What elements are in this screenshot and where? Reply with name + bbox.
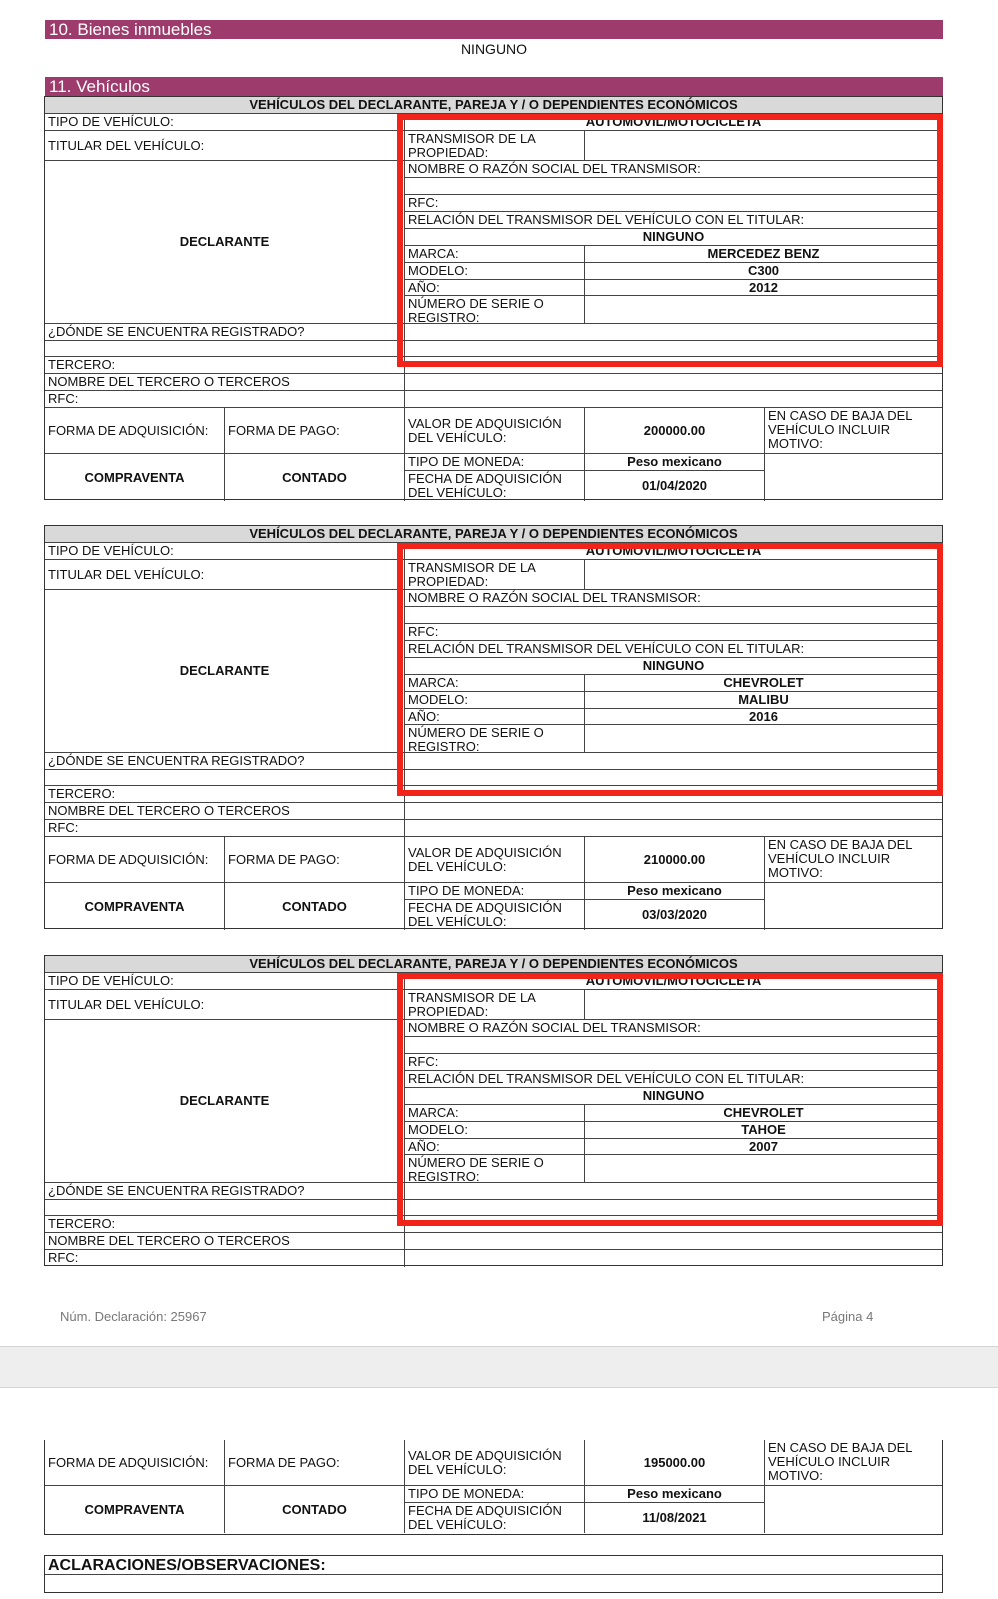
valor-adquisicion-value: 195000.00 xyxy=(585,1440,765,1486)
nombre-transmisor-label: NOMBRE O RAZÓN SOCIAL DEL TRANSMISOR: xyxy=(405,1020,942,1037)
vehicle-table xyxy=(44,525,943,929)
fecha-adquisicion-value: 01/04/2020 xyxy=(585,471,765,501)
nombre-tercero-label: NOMBRE DEL TERCERO O TERCEROS xyxy=(45,1233,405,1250)
rfc-tercero-label: RFC: xyxy=(45,391,405,408)
marca-label: MARCA: xyxy=(405,246,585,263)
donde-registrado-label: ¿DÓNDE SE ENCUENTRA REGISTRADO? xyxy=(45,1183,405,1200)
valor-adquisicion-value: 210000.00 xyxy=(585,837,765,883)
tercero-value xyxy=(405,786,942,803)
numero-serie-value xyxy=(585,1155,942,1183)
rfc-tercero-value xyxy=(405,820,942,837)
fecha-adquisicion-label: FECHA DE ADQUISICIÓN DEL VEHÍCULO: xyxy=(405,900,585,930)
forma-pago-label: FORMA DE PAGO: xyxy=(225,1440,405,1486)
nombre-tercero-value xyxy=(405,374,942,391)
tercero-label: TERCERO: xyxy=(45,357,405,374)
forma-adquisicion-value: COMPRAVENTA xyxy=(45,883,225,930)
valor-adquisicion-label: VALOR DE ADQUISICIÓN DEL VEHÍCULO: xyxy=(405,1440,585,1486)
anio-label: AÑO: xyxy=(405,280,585,296)
tipo-moneda-value: Peso mexicano xyxy=(585,1486,765,1503)
donde-registrado-value xyxy=(405,324,942,341)
titular-label: TITULAR DEL VEHÍCULO: xyxy=(45,131,405,161)
modelo-value: TAHOE xyxy=(585,1122,942,1139)
donde-registrado-value-row xyxy=(45,341,405,357)
donde-registrado-value-row xyxy=(45,1200,405,1216)
anio-label: AÑO: xyxy=(405,709,585,725)
tercero-label: TERCERO: xyxy=(45,1216,405,1233)
relacion-value: NINGUNO xyxy=(405,229,942,246)
fecha-adquisicion-value: 11/08/2021 xyxy=(585,1503,765,1533)
page-separator xyxy=(0,1346,998,1388)
forma-adquisicion-label: FORMA DE ADQUISICIÓN: xyxy=(45,408,225,454)
tipo-vehiculo-value: AUTOMÓVIL/MOTOCICLETA xyxy=(405,973,942,990)
blank-cell xyxy=(405,770,942,786)
transmisor-label: TRANSMISOR DE LA PROPIEDAD: xyxy=(405,131,585,161)
nombre-transmisor-value xyxy=(405,607,942,624)
tercero-value xyxy=(405,1216,942,1233)
tipo-moneda-value: Peso mexicano xyxy=(585,883,765,900)
relacion-label: RELACIÓN DEL TRANSMISOR DEL VEHÍCULO CON EL TITULAR: xyxy=(405,641,942,658)
donde-registrado-value xyxy=(405,1183,942,1200)
fecha-adquisicion-label: FECHA DE ADQUISICIÓN DEL VEHÍCULO: xyxy=(405,1503,585,1533)
relacion-label: RELACIÓN DEL TRANSMISOR DEL VEHÍCULO CON EL TITULAR: xyxy=(405,212,942,229)
nombre-tercero-label: NOMBRE DEL TERCERO O TERCEROS xyxy=(45,803,405,820)
tipo-moneda-value: Peso mexicano xyxy=(585,454,765,471)
transmisor-value xyxy=(585,560,942,590)
fecha-adquisicion-value: 03/03/2020 xyxy=(585,900,765,930)
section-11-header: 11. Vehículos xyxy=(45,77,943,96)
forma-adquisicion-value: COMPRAVENTA xyxy=(45,1486,225,1533)
nombre-tercero-label: NOMBRE DEL TERCERO O TERCEROS xyxy=(45,374,405,391)
baja-motivo-value xyxy=(765,883,942,930)
blank-cell xyxy=(405,1200,942,1216)
rfc-tercero-value xyxy=(405,391,942,408)
modelo-label: MODELO: xyxy=(405,1122,585,1139)
tipo-vehiculo-label: TIPO DE VEHÍCULO: xyxy=(45,543,405,560)
aclaraciones-value xyxy=(45,1575,942,1592)
forma-pago-value: CONTADO xyxy=(225,1486,405,1533)
section-10-value: NINGUNO xyxy=(460,41,528,57)
baja-motivo-label: EN CASO DE BAJA DEL VEHÍCULO INCLUIR MOTIVO: xyxy=(765,1440,942,1486)
anio-value: 2007 xyxy=(585,1139,942,1155)
transmisor-label: TRANSMISOR DE LA PROPIEDAD: xyxy=(405,990,585,1020)
rfc-transmisor-label: RFC: xyxy=(405,624,942,641)
declaration-number: Núm. Declaración: 25967 xyxy=(60,1309,207,1324)
tipo-vehiculo-value: AUTOMÓVIL/MOTOCICLETA xyxy=(405,543,942,560)
vehicle-3-purchase-table xyxy=(44,1440,943,1535)
baja-motivo-label: EN CASO DE BAJA DEL VEHÍCULO INCLUIR MOTIVO: xyxy=(765,837,942,883)
forma-pago-value: CONTADO xyxy=(225,454,405,501)
titular-label: TITULAR DEL VEHÍCULO: xyxy=(45,560,405,590)
titular-value: DECLARANTE xyxy=(45,161,405,324)
fecha-adquisicion-label: FECHA DE ADQUISICIÓN DEL VEHÍCULO: xyxy=(405,471,585,501)
nombre-transmisor-label: NOMBRE O RAZÓN SOCIAL DEL TRANSMISOR: xyxy=(405,161,942,178)
tercero-label: TERCERO: xyxy=(45,786,405,803)
marca-value: CHEVROLET xyxy=(585,675,942,692)
modelo-label: MODELO: xyxy=(405,692,585,709)
forma-adquisicion-value: COMPRAVENTA xyxy=(45,454,225,501)
nombre-transmisor-label: NOMBRE O RAZÓN SOCIAL DEL TRANSMISOR: xyxy=(405,590,942,607)
baja-motivo-label: EN CASO DE BAJA DEL VEHÍCULO INCLUIR MOTIVO: xyxy=(765,408,942,454)
forma-adquisicion-label: FORMA DE ADQUISICIÓN: xyxy=(45,1440,225,1486)
forma-pago-value: CONTADO xyxy=(225,883,405,930)
valor-adquisicion-value: 200000.00 xyxy=(585,408,765,454)
donde-registrado-label: ¿DÓNDE SE ENCUENTRA REGISTRADO? xyxy=(45,753,405,770)
anio-label: AÑO: xyxy=(405,1139,585,1155)
relacion-value: NINGUNO xyxy=(405,658,942,675)
tipo-vehiculo-value: AUTOMÓVIL/MOTOCICLETA xyxy=(405,114,942,131)
vehicle-table-header: VEHÍCULOS DEL DECLARANTE, PAREJA Y / O DEPENDIENTES ECONÓMICOS xyxy=(45,956,942,973)
rfc-tercero-label: RFC: xyxy=(45,1250,405,1267)
forma-pago-label: FORMA DE PAGO: xyxy=(225,408,405,454)
transmisor-label: TRANSMISOR DE LA PROPIEDAD: xyxy=(405,560,585,590)
titular-value: DECLARANTE xyxy=(45,590,405,753)
forma-adquisicion-label: FORMA DE ADQUISICIÓN: xyxy=(45,837,225,883)
page-number: Página 4 xyxy=(822,1309,874,1324)
rfc-tercero-value xyxy=(405,1250,942,1267)
valor-adquisicion-label: VALOR DE ADQUISICIÓN DEL VEHÍCULO: xyxy=(405,408,585,454)
rfc-transmisor-label: RFC: xyxy=(405,1054,942,1071)
numero-serie-value xyxy=(585,725,942,753)
nombre-transmisor-value xyxy=(405,1037,942,1054)
titular-value: DECLARANTE xyxy=(45,1020,405,1183)
tercero-value xyxy=(405,357,942,374)
modelo-label: MODELO: xyxy=(405,263,585,280)
aclaraciones-table xyxy=(44,1555,943,1593)
nombre-tercero-value xyxy=(405,1233,942,1250)
modelo-value: MALIBU xyxy=(585,692,942,709)
nombre-transmisor-value xyxy=(405,178,942,195)
donde-registrado-label: ¿DÓNDE SE ENCUENTRA REGISTRADO? xyxy=(45,324,405,341)
tipo-vehiculo-label: TIPO DE VEHÍCULO: xyxy=(45,114,405,131)
relacion-label: RELACIÓN DEL TRANSMISOR DEL VEHÍCULO CON EL TITULAR: xyxy=(405,1071,942,1088)
marca-label: MARCA: xyxy=(405,1105,585,1122)
tipo-moneda-label: TIPO DE MONEDA: xyxy=(405,1486,585,1503)
numero-serie-label: NÚMERO DE SERIE O REGISTRO: xyxy=(405,725,585,753)
vehicle-table xyxy=(44,955,943,1266)
rfc-transmisor-label: RFC: xyxy=(405,195,942,212)
marca-label: MARCA: xyxy=(405,675,585,692)
forma-pago-label: FORMA DE PAGO: xyxy=(225,837,405,883)
nombre-tercero-value xyxy=(405,803,942,820)
numero-serie-label: NÚMERO DE SERIE O REGISTRO: xyxy=(405,1155,585,1183)
baja-motivo-value xyxy=(765,454,942,501)
titular-label: TITULAR DEL VEHÍCULO: xyxy=(45,990,405,1020)
rfc-tercero-label: RFC: xyxy=(45,820,405,837)
marca-value: MERCEDEZ BENZ xyxy=(585,246,942,263)
anio-value: 2016 xyxy=(585,709,942,725)
blank-cell xyxy=(405,341,942,357)
relacion-value: NINGUNO xyxy=(405,1088,942,1105)
tipo-moneda-label: TIPO DE MONEDA: xyxy=(405,454,585,471)
valor-adquisicion-label: VALOR DE ADQUISICIÓN DEL VEHÍCULO: xyxy=(405,837,585,883)
numero-serie-value xyxy=(585,296,942,324)
transmisor-value xyxy=(585,990,942,1020)
vehicle-table-header: VEHÍCULOS DEL DECLARANTE, PAREJA Y / O DEPENDIENTES ECONÓMICOS xyxy=(45,526,942,543)
marca-value: CHEVROLET xyxy=(585,1105,942,1122)
vehicle-table xyxy=(44,96,943,500)
aclaraciones-label: ACLARACIONES/OBSERVACIONES: xyxy=(45,1556,942,1575)
numero-serie-label: NÚMERO DE SERIE O REGISTRO: xyxy=(405,296,585,324)
transmisor-value xyxy=(585,131,942,161)
tipo-vehiculo-label: TIPO DE VEHÍCULO: xyxy=(45,973,405,990)
baja-motivo-value xyxy=(765,1486,942,1533)
donde-registrado-value xyxy=(405,753,942,770)
tipo-moneda-label: TIPO DE MONEDA: xyxy=(405,883,585,900)
vehicle-table-header: VEHÍCULOS DEL DECLARANTE, PAREJA Y / O DEPENDIENTES ECONÓMICOS xyxy=(45,97,942,114)
modelo-value: C300 xyxy=(585,263,942,280)
donde-registrado-value-row xyxy=(45,770,405,786)
section-10-header: 10. Bienes inmuebles xyxy=(45,20,943,39)
anio-value: 2012 xyxy=(585,280,942,296)
